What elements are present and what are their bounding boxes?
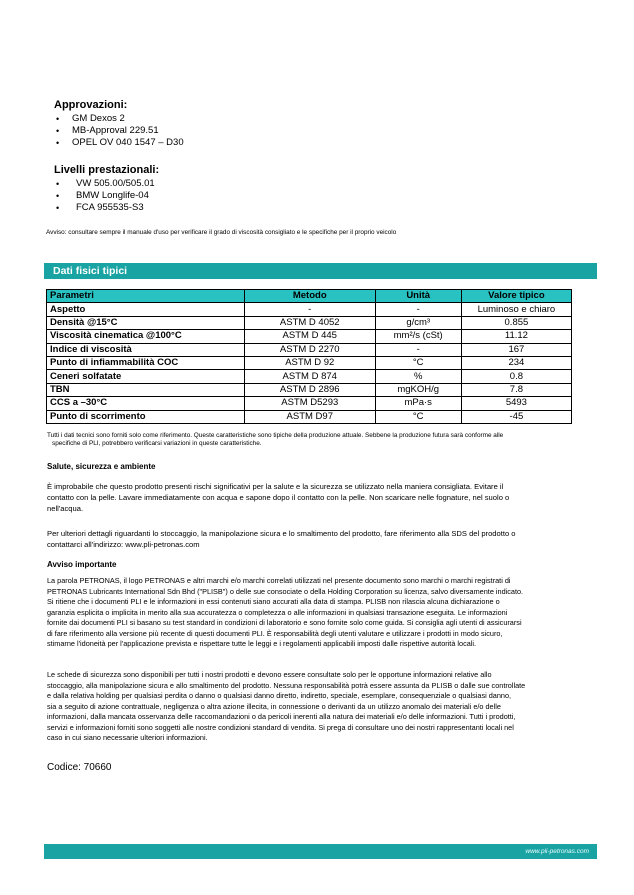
col-header-method: Metodo bbox=[244, 290, 375, 303]
table-row: Viscosità cinematica @100°C ASTM D 445 mm²/s (cSt) 11.12 bbox=[47, 330, 572, 343]
list-item: • MB-Approval 229.51 bbox=[56, 125, 159, 136]
col-header-parameters: Parametri bbox=[47, 290, 245, 303]
table-header-row bbox=[47, 290, 572, 303]
viscosity-notice: Avviso: consultare sempre il manuale d'uso per verificare il grado di viscosità consigliato e le specifiche per il proprio veicolo bbox=[46, 229, 397, 236]
list-item: • FCA 955535-S3 bbox=[56, 202, 144, 213]
important-paragraph-1: La parola PETRONAS, il logo PETRONAS e altri marchi e/o marchi correlati utilizzati nel presente documento sono marchi o marchi registrati di PETRONAS Lubricants International Sdn Bhd ("PLISB") o delle sue consociate o della Holding Corporation su licenza, salvo diversamente indicato. Si ritiene che i documenti PLI e le informazioni in essi contenuti siano accurati alla data di stampa. PLISB non rilascia alcuna dichiarazione o garanzia esplicita o implicita in merito alla sua accuratezza o completezza o alle informazioni in qualsiasi transazione eseguita. Le informazioni fornite dai documenti PLI si basano su test standard in condizioni di laboratorio e sono fornite solo come guida. Si consiglia agli utenti di assicurarsi di fare riferimento alla versione più recente di questi documenti PLI. È responsabilità degli utenti valutare e utilizzare i prodotti in modo sicuro, stimarne l'idoneità per l'applicazione prevista e rispettare tutte le leggi e i regolamenti applicabili imposti dalle rispettive autorità locali. bbox=[47, 576, 524, 648]
performance-list bbox=[56, 178, 155, 214]
table-row: Punto di scorrimento ASTM D97 °C -45 bbox=[47, 410, 572, 423]
physical-data-title: Dati fisici tipici bbox=[53, 265, 128, 277]
performance-heading: Livelli prestazionali: bbox=[54, 164, 160, 176]
important-heading: Avviso importante bbox=[47, 560, 117, 569]
footer-url-link[interactable]: www.pli-petronas.com bbox=[525, 848, 589, 855]
list-item: • BMW Longlife-04 bbox=[56, 190, 149, 201]
list-item: • OPEL OV 040 1547 – D30 bbox=[56, 137, 184, 148]
table-note: Tutti i dati tecnici sono forniti solo come riferimento. Queste caratteristiche sono tipiche della produzione attuale. Sebbene la produzione futura sarà conforme alle specifiche di PLI, potrebbero verificarsi variazioni in queste caratteristiche. bbox=[47, 432, 504, 447]
table-row: Densità @15°C ASTM D 4052 g/cm³ 0.855 bbox=[47, 316, 572, 329]
col-header-typical-value: Valore tipico bbox=[461, 290, 571, 303]
footer-bar bbox=[44, 844, 597, 859]
table-row: Indice di viscosità ASTM D 2270 - 167 bbox=[47, 343, 572, 356]
safety-paragraph-1: È improbabile che questo prodotto presenti rischi significativi per la salute e la sicurezza se utilizzato nella maniera consigliata. Evitare il contatto con la pelle. Lavare immediatamente con acqua e sapone dopo il contatto con la pelle. Non scaricare nelle fognature, nel suolo o nell'acqua. bbox=[47, 482, 510, 513]
table-row: CCS a –30°C ASTM D5293 mPa·s 5493 bbox=[47, 397, 572, 410]
approvals-heading: Approvazioni: bbox=[54, 99, 128, 111]
list-item: • GM Dexos 2 bbox=[56, 113, 125, 124]
table-row: TBN ASTM D 2896 mgKOH/g 7.8 bbox=[47, 383, 572, 396]
table-row: Punto di infiammabilità COC ASTM D 92 °C 234 bbox=[47, 356, 572, 369]
list-item: • VW 505.00/505.01 bbox=[56, 178, 155, 189]
col-header-unit: Unità bbox=[375, 290, 461, 303]
table-row: Aspetto - - Luminoso e chiaro bbox=[47, 303, 572, 316]
safety-heading: Salute, sicurezza e ambiente bbox=[47, 462, 156, 471]
table-row: Ceneri solfatate ASTM D 874 % 0.8 bbox=[47, 370, 572, 383]
important-paragraph-2: Le schede di sicurezza sono disponibili per tutti i nostri prodotti e devono essere consultate solo per le opportune informazioni relative allo stoccaggio, alla manipolazione sicura e allo smaltimento del prodotto. Nessuna responsabilità potrà essere assunta da PLISB o dalle sue controllate e dalla relativa holding per qualsiasi perdita o danno o qualsiasi danno diretto, indiretto, speciale, esemplare, consequenziale o qualsiasi danno, sia a seguito di azione contrattuale, negligenza o altra azione illecita, in connessione o derivanti da un utilizzo anomalo dei materiali e/o delle informazioni, dalla mancata osservanza delle raccomandazioni o da pericoli inerenti alla natura dei materiali e/o delle informazioni. Tutti i prodotti, servizi e informazioni forniti sono soggetti alle nostre condizioni standard di vendita. Si prega di consultare uno dei nostri rappresentanti locali nel caso in cui siano necessarie ulteriori informazioni. bbox=[47, 670, 526, 742]
approvals-list bbox=[56, 113, 184, 149]
physical-data-banner bbox=[44, 263, 597, 279]
product-code: Codice: 70660 bbox=[47, 762, 112, 773]
physical-data-table bbox=[46, 289, 572, 424]
safety-paragraph-2: Per ulteriori dettagli riguardanti lo stoccaggio, la manipolazione sicura e lo smaltimento del prodotto, fare riferimento alla SDS del prodotto o contattarci all'indirizzo: www.pli-petronas.com bbox=[47, 529, 516, 549]
